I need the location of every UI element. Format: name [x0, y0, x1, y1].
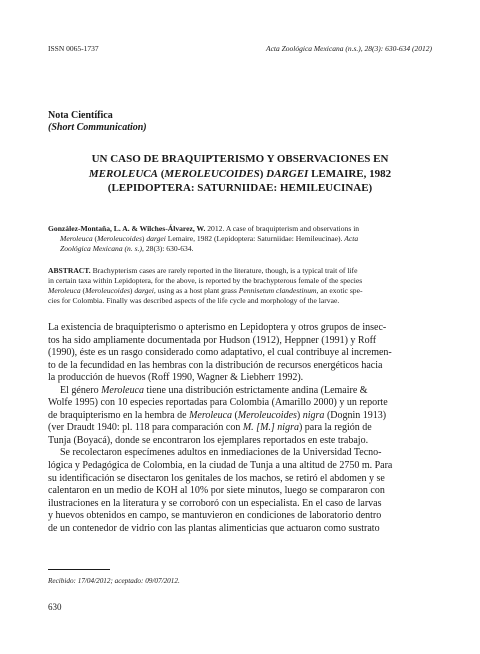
subgenus: MEROLEUCOIDES [164, 167, 260, 180]
journal-citation: Acta Zoológica Mexicana (n.s.), 28(3): 630-634 (2012) [265, 44, 432, 53]
punct: ( [92, 234, 98, 243]
body-line [48, 422, 432, 435]
punct: ( [232, 409, 238, 421]
subgenus: Meroleucoides [85, 286, 130, 295]
author-year: LEMAIRE, 1982 [308, 167, 392, 180]
citation-line-1 [48, 224, 432, 234]
citation-text: 2012. A case of braquipterism and observations in [205, 224, 360, 233]
page-number: 630 [48, 602, 62, 612]
body-line: La existencia de braquipterismo o apterismo en Lepidoptera y otros grupos de insec- [48, 322, 387, 333]
abstract [48, 266, 432, 306]
body-line [48, 385, 432, 398]
body-line: de un contenedor de vidrio con las plantas alimenticias que actuaron como sustrato [48, 522, 380, 534]
punct: ) [129, 286, 135, 295]
issn: ISSN 0065-1737 [48, 44, 99, 53]
footnote-rule [48, 569, 110, 570]
punct: ( [80, 286, 86, 295]
body-line: (1990), éste es un rasgo considerado como adaptativo, el cual contribuye al incremen- [48, 347, 392, 359]
plant-species: Pennisetum clandestinum [238, 286, 317, 295]
subgenus: Meroleucoides [237, 409, 297, 421]
species: DARGEI [266, 167, 309, 180]
punct: ) [141, 234, 147, 243]
title-line-2 [48, 167, 432, 182]
footnote: Recibido: 17/04/2012; aceptado: 09/07/2012. [48, 577, 180, 585]
punct: ) [259, 167, 267, 180]
title-line-1: UN CASO DE BRAQUIPTERISMO Y OBSERVACIONES EN [91, 153, 389, 165]
species: dargei [146, 234, 166, 243]
punct: ) [296, 409, 303, 421]
genus: Meroleuca [101, 384, 145, 396]
section-label [48, 110, 147, 134]
subgenus: Meroleucoides [97, 234, 142, 243]
species: nigra [302, 409, 325, 421]
abstract-label: ABSTRACT. [48, 266, 91, 275]
species: M. [M.] nigra [242, 422, 299, 434]
citation-line-3 [48, 244, 432, 254]
body-line: su identificación se disectaron los genitales de los machos, se retiró el abdomen y se [48, 472, 385, 484]
article-title [48, 152, 432, 196]
abstract-line-1 [48, 266, 432, 276]
genus: Meroleuca [189, 409, 233, 421]
abstract-line-3 [48, 286, 432, 296]
abstract-text: , an exotic spe- [316, 286, 363, 295]
genus: Meroleuca [60, 234, 93, 243]
body-line: calentaron en un medio de KOH al 10% por siete minutos, luego se compararon con [48, 485, 385, 497]
text: de braquipterismo en la hembra de [48, 409, 190, 421]
body-line: Wolfe 1995) con 10 especies reportadas para Colombia (Amarillo 2000) y un reporte [48, 397, 388, 409]
genus: Meroleuca [48, 286, 81, 295]
title-line-3: (LEPIDOPTERA: SATURNIIDAE: HEMILEUCINAE) [107, 182, 373, 194]
text: El género [60, 384, 102, 396]
body-line: y huevos obtenidos en campo, se mantuvieron en condiciones de laboratorio dentro [48, 510, 382, 522]
citation-line-2 [48, 234, 432, 244]
body-line: ilustraciones en la literatura y se corroboró con un especialista. En el caso de larvas [48, 497, 382, 509]
text: (Dognin 1913) [324, 409, 387, 421]
text: (ver Draudt 1940: pl. 118 para comparación con [48, 422, 243, 434]
abstract-text: using as a host plant grass [155, 286, 239, 295]
volume-pages: , 28(3): 630-634. [142, 244, 194, 253]
citation-text: Lemaire, 1982 (Lepidoptera: Saturniidae: Hemileucinae). [165, 234, 345, 243]
text: tiene una distribución estrictamente andina (Lemaire & [144, 384, 368, 396]
genus: MEROLEUCA [88, 167, 158, 180]
body-text [48, 322, 432, 535]
authors: González-Montaña, L. A. & Wilches-Álvarez, W. [48, 224, 206, 233]
section-type-en: (Short Communication) [48, 122, 147, 133]
section-type: Nota Científica [48, 110, 113, 121]
abstract-line-4: cies for Colombia. Finally was described aspects of the life cycle and morphology of the larvae. [48, 296, 340, 305]
abstract-text: Brachypterism cases are rarely reported in the literature, though, is a typical trait of life [90, 266, 358, 275]
body-line: Tunja (Boyacá), donde se encontraron los ejemplares reportados en este trabajo. [48, 434, 369, 446]
abstract-line-2: in certain taxa within Lepidoptera, for the above, is reported by the brachypterous female of the species [48, 276, 363, 285]
journal-name: Acta [344, 234, 359, 243]
body-line: to de la fecundidad en las hembras con la distribución de recursos energéticos hacia [48, 359, 383, 371]
body-line [48, 410, 432, 423]
body-line: lógica y Pedagógica de Colombia, en la ciudad de Tunja a una altitud de 2750 m. Para [48, 460, 393, 472]
species: dargei, [134, 286, 156, 295]
citation-block [48, 224, 432, 254]
journal-name: Zoológica Mexicana (n. s.) [60, 244, 143, 253]
body-line: la producción de huevos (Roff 1990, Wagner & Liebherr 1992). [48, 372, 304, 384]
body-line: Se recolectaron especímenes adultos en inmediaciones de la Universidad Tecno- [60, 447, 382, 459]
body-line: tos ha sido ampliamente documentada por Hudson (1912), Heppner (1991) y Roff [48, 334, 377, 346]
punct: ( [157, 167, 165, 180]
text: ) para la región de [298, 422, 372, 434]
